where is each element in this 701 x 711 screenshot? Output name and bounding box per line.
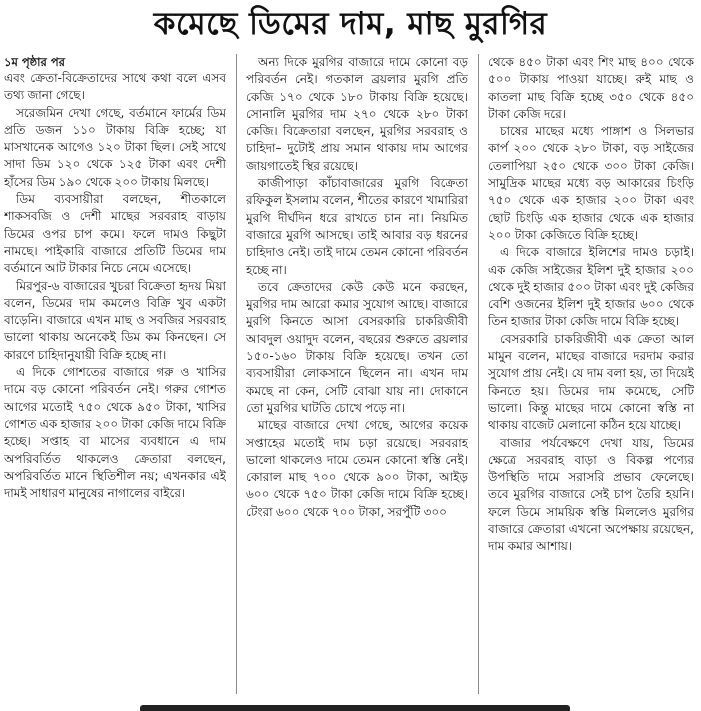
article-column-3 [488, 54, 694, 699]
article-body [0, 54, 701, 699]
article-column-2 [246, 54, 468, 699]
paragraph: চাষের মাছের মধ্যে পাঙ্গাশ ও সিলভার কার্প ২০০ থেকে ২৮০ টাকা, বড় সাইজের তেলাপিয়া ২৫০ থেকে ৩০০ টাকা কেজি। সামুদ্রিক মাছের মধ্যে বড় আকারের চিংড়ি ৭৫০ থেকে এক হাজার ২০০ টাকা এবং ছোট চিংড়ি এক হাজার থেকে এক হাজার ২০০ টাকা কেজিতে বিক্রি হচ্ছে। [488, 124, 694, 242]
continued-from-label: ১ম পৃষ্ঠার পর [4, 55, 65, 69]
paragraph: বাজার পর্যবেক্ষণে দেখা যায়, ডিমের ক্ষেত্রে সরবরাহ বাড়া ও বিকল্প পণ্যের উপস্থিতি দামে সরাসরি প্রভাব ফেলেছে। তবে মুরগির বাজারে সেই চাপ তৈরি হয়নি। ফলে ডিমে সাময়িক স্বস্তি মিললেও মুরগির বাজারে ক্রেতারা এখনো অপেক্ষায় রয়েছেন, দাম কমার আশায়। [488, 435, 694, 554]
article-column-1 [4, 54, 226, 699]
paragraph: ডিম ব্যবসায়ীরা বলছেন, শীতকালে শাকসবজি ও দেশী মাছের সরবরাহ বাড়ায় ডিমের ওপর চাপ কমে। ফলে দামও কিছুটা নামছে। পাইকারি বাজারে প্রতিটি ডিমের দাম বর্তমানে আট টাকার নিচে নেমে এসেছে। [4, 192, 226, 276]
next-article-edge [0, 699, 701, 711]
paragraph: মাছের বাজারে দেখা গেছে, আগের কয়েক সপ্তাহের মতোই দাম চড়া রয়েছে। সরবরাহ ভালো থাকলেও দামে তেমন কোনো স্বস্তি নেই। কোরাল মাছ ৭০০ থেকে ৯০০ টাকা, আইড় ৬০০ থেকে ৭৫০ টাকা কেজি দামে বিক্রি হচ্ছে। টেংরা ৬০০ থেকে ৭০০ টাকা, সরপুঁটি ৩০০ [246, 418, 468, 519]
cropped-headline-fragment [140, 705, 570, 711]
paragraph: কাজীপাড়া কাঁচাবাজারের মুরগি বিক্রেতা রফিকুল ইসলাম বলেন, শীতের কারণে খামারিরা মুরগি দীর্ঘদিন ধরে রাখতে চান না। নিয়মিত বাজারে মুরগি আসছে। তাই আবার বড় ধরনের চাহিদাও নেই। তাই দামে তেমন কোনো পরিবর্তন হচ্ছে না। [246, 176, 468, 277]
paragraph: মিরপুর-৬ বাজারের খুচরা বিক্রেতা হৃদয় মিয়া বলেন, ডিমের দাম কমলেও বিক্রি খুব একটা বাড়েনি। বাজারে এখন মাছ ও সবজির সরবরাহ ভালো থাকায় অনেকেই ডিম কম কিনছেন। সে কারণে চাহিদানুযায়ী বিক্রি হচ্ছে না। [4, 278, 226, 362]
paragraph: এ দিকে গোশতের বাজারে গরু ও খাসির দামে বড় কোনো পরিবর্তন নেই। গরুর গোশত আগের মতোই ৭৫০ থেকে ৯৫০ টাকা, খাসির গোশত এক হাজার ২০০ টাকা কেজি দামে বিক্রি হচ্ছে। সপ্তাহ বা মাসের ব্যবধানে এ দাম অপরিবর্তিত থাকলেও ক্রেতারা বলছেন, অপরিবর্তিত মানে স্থিতিশীল নয়; এখনকার এই দামই সাধারণ মানুষের নাগালের বাইরে। [4, 365, 226, 501]
paragraph: সরেজমিন দেখা গেছে, বর্তমানে ফার্মের ডিম প্রতি ডজন ১১০ টাকায় বিক্রি হচ্ছে; যা মাসখানেক আগেও ১২০ টাকা ছিল। সেই সাথে সাদা ডিম ১২০ থেকে ১২৫ টাকা এবং দেশী হাঁসের ডিম ১৯০ থেকে ২০০ টাকায় মিলছে। [4, 105, 226, 189]
paragraph: এবং ক্রেতা-বিক্রেতাদের সাথে কথা বলে এসব তথ্য জানা গেছে। [4, 71, 226, 103]
paragraph: অন্য দিকে মুরগির বাজারে দামে কোনো বড় পরিবর্তন নেই। গতকাল ব্রয়লার মুরগি প্রতি কেজি ১৭০ থেকে ১৮০ টাকায় বিক্রি হয়েছে। সোনালি মুরগির দাম ২৭০ থেকে ২৮০ টাকা কেজি। বিক্রেতারা বলছেন, মুরগির সরবরাহ ও চাহিদা– দুটোই প্রায় সমান থাকায় দাম আগের জায়গাতেই স্থির রয়েছে। [246, 55, 468, 173]
paragraph: এ দিকে বাজারে ইলিশের দামও চড়াই। এক কেজি সাইজের ইলিশ দুই হাজার ২০০ থেকে দুই হাজার ৫০০ টাকা এবং দুই কেজির বেশি ওজনের ইলিশ দুই হাজার ৬০০ থেকে তিন হাজার টাকা কেজি দামে বিক্রি হচ্ছে। [488, 245, 694, 329]
headline: কমেছে ডিমের দাম, মাছ মুরগির [153, 6, 548, 42]
paragraph: তবে ক্রেতাদের কেউ কেউ মনে করছেন, মুরগির দাম আরো কমার সুযোগ আছে। বাজারে মুরগি কিনতে আসা বেসরকারি চাকরিজীবী আবদুল ওয়াদুদ বলেন, বছরের শুরুতে ব্রয়লার ১৫০-১৬০ টাকায় বিক্রি হয়েছে। তখন তো ব্যবসায়ীরা লোকসানে ছিলেন না। এখন দাম কমছে না কেন, সেটি বোঝা যায় না। দোকানে তো মুরগির ঘাটতি চোখে পড়ে না। [246, 279, 468, 415]
paragraph: বেসরকারি চাকরিজীবী এক ক্রেতা আল মামুন বলেন, মাছের বাজারে দরদাম করার সুযোগ প্রায় নেই। যে দাম বলা হয়, তা দিয়েই কিনতে হয়। ডিমের দাম কমেছে, সেটি ভালো। কিন্তু মাছের দামে কোনো স্বস্তি না থাকায় বাজেট মেলানো কঠিন হয়ে যাচ্ছে। [488, 331, 694, 433]
paragraph: থেকে ৪৫০ টাকা এবং শিং মাছ ৪০০ থেকে ৫০০ টাকায় পাওয়া যাচ্ছে। রুই মাছ ও কাতলা মাছ বিক্রি হচ্ছে ৩৫০ থেকে ৪৫০ টাকা কেজি দরে। [488, 55, 694, 121]
